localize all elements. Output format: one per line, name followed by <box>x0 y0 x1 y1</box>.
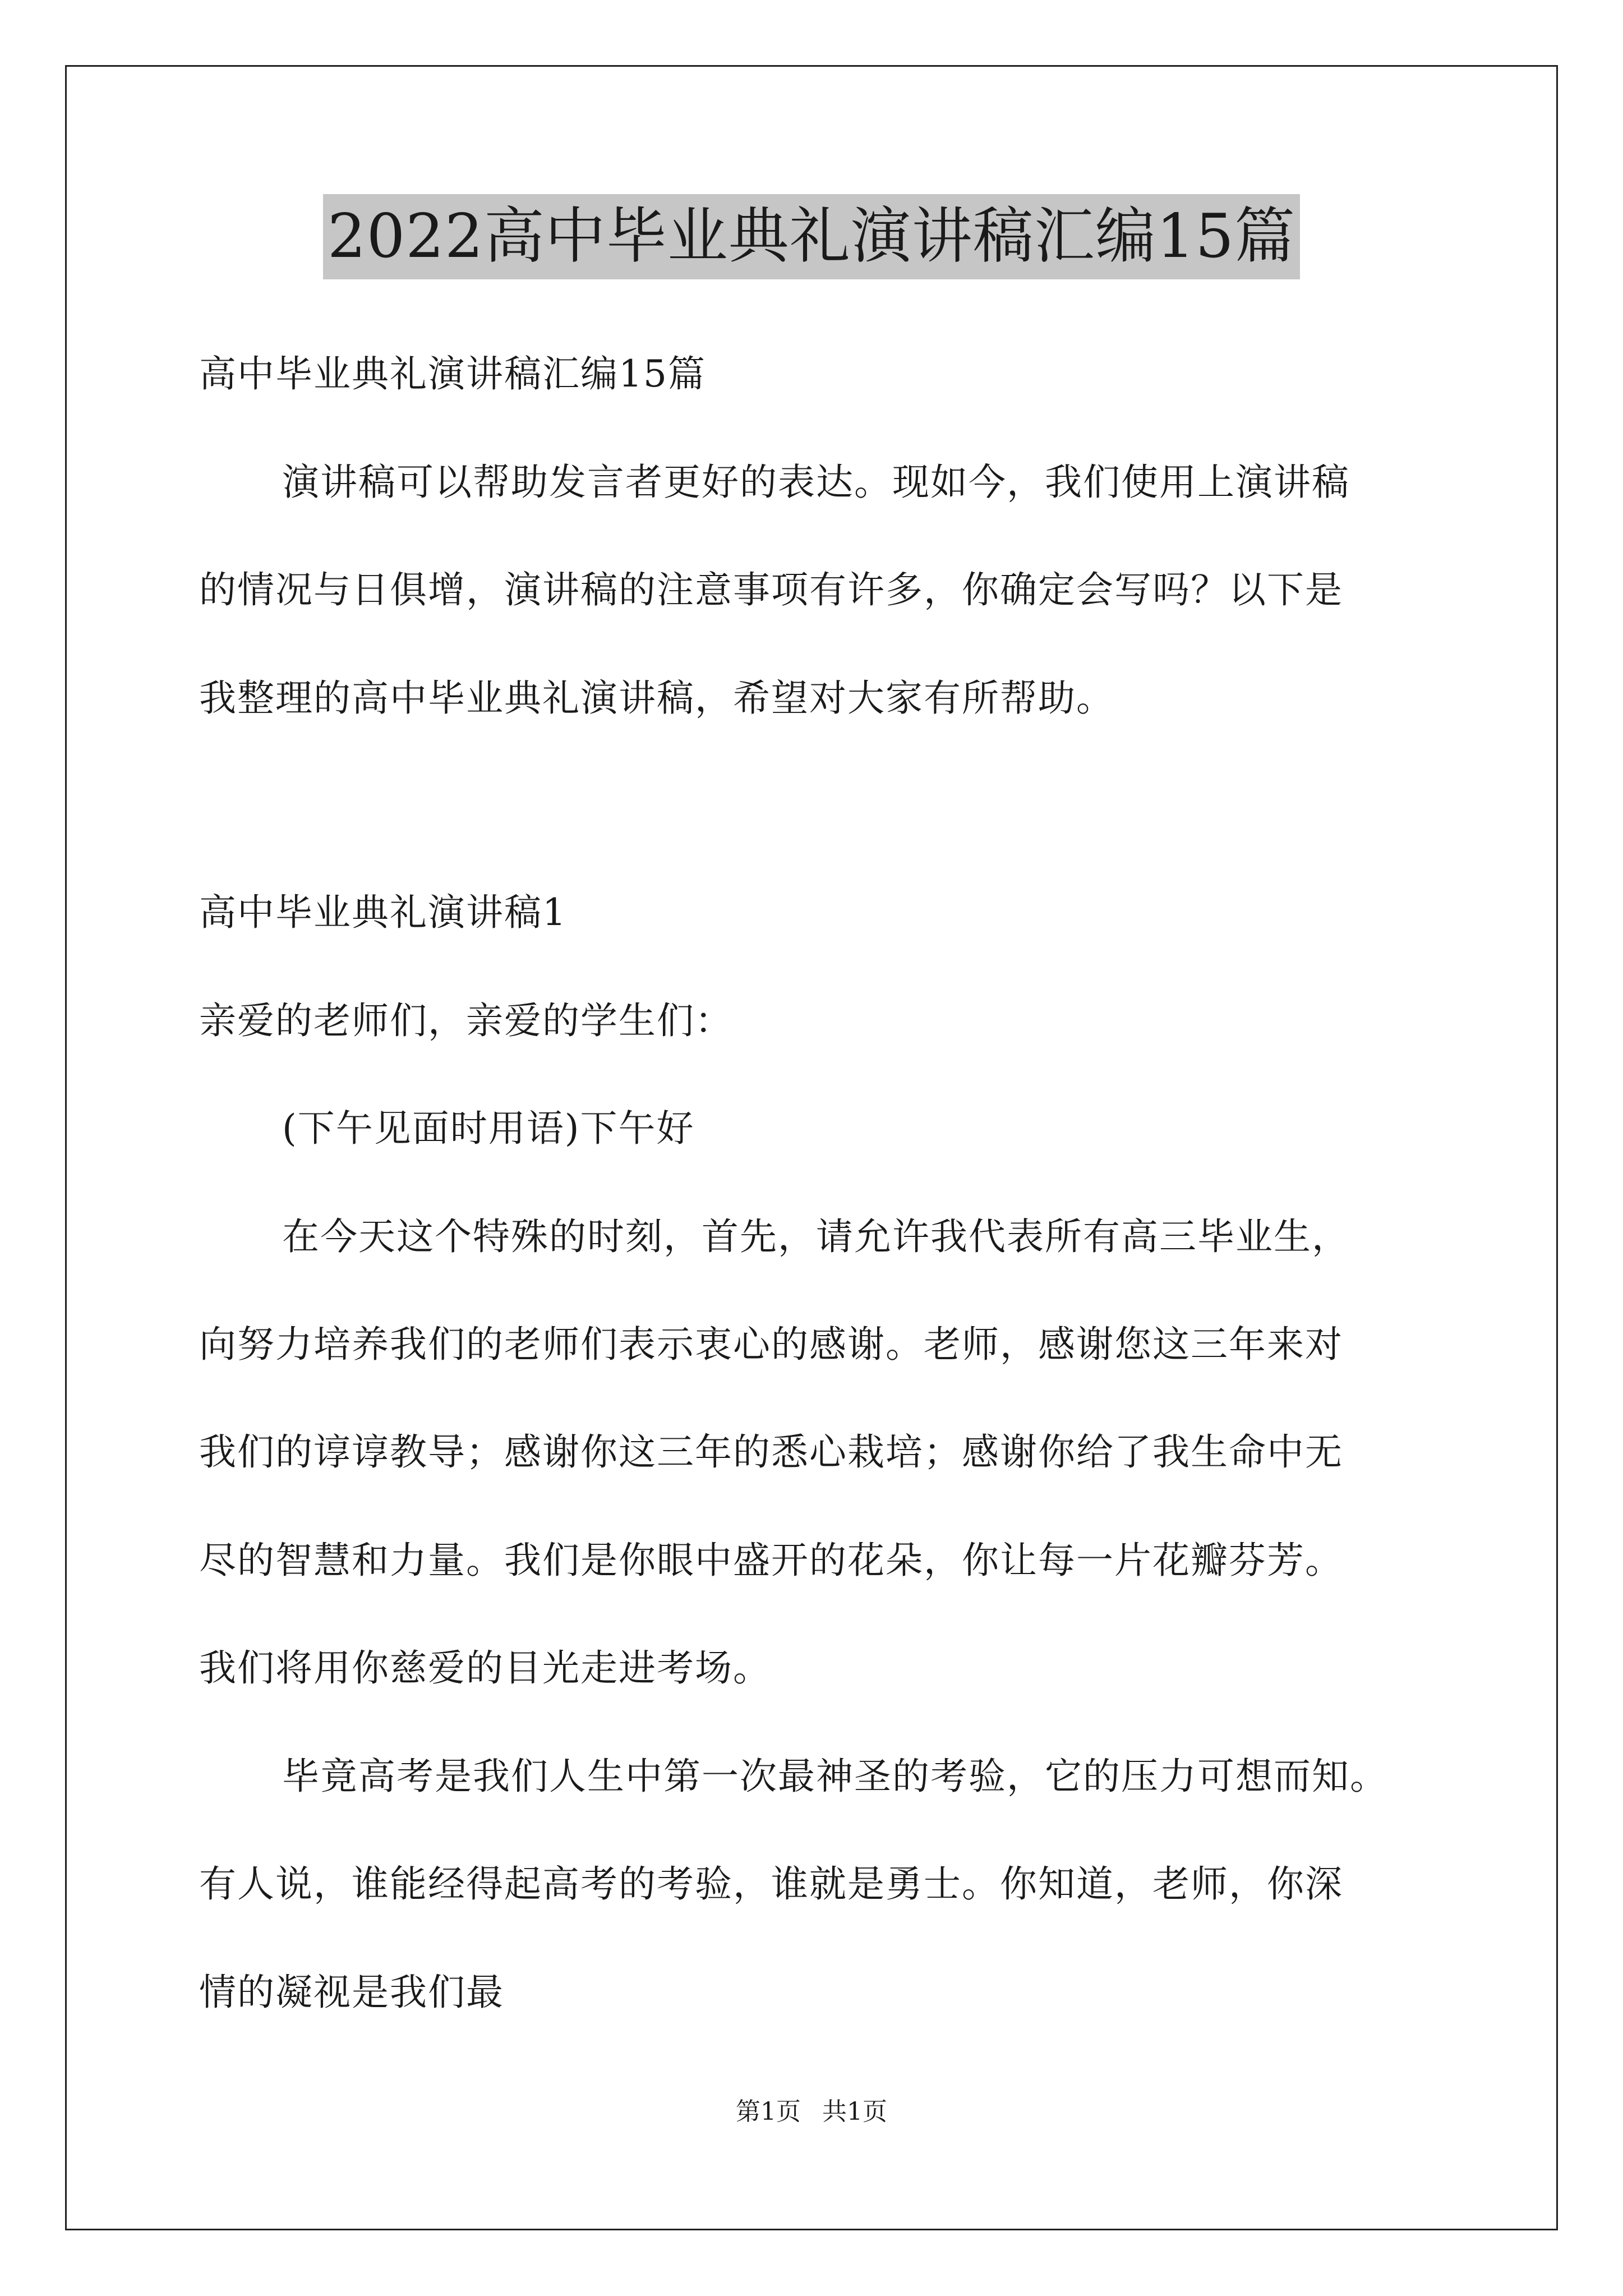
paragraph-line: 我们的谆谆教导；感谢你这三年的悉心栽培；感谢你给了我生命中无 <box>199 1430 1343 1474</box>
paragraph-line: 我整理的高中毕业典礼演讲稿，希望对大家有所帮助。 <box>199 677 1114 720</box>
paragraph-line: 向努力培养我们的老师们表示衷心的感谢。老师，感谢您这三年来对 <box>199 1323 1343 1366</box>
paragraph-line: 尽的智慧和力量。我们是你眼中盛开的花朵，你让每一片花瓣芬芳。 <box>199 1539 1343 1582</box>
page-number-current: 第1页 <box>736 2097 801 2126</box>
paragraph-line: 情的凝视是我们最 <box>199 1971 504 2014</box>
paragraph-line: 的情况与日俱增，演讲稿的注意事项有许多，你确定会写吗？以下是 <box>199 568 1343 611</box>
subtitle-line: 高中毕业典礼演讲稿汇编15篇 <box>199 352 706 395</box>
paragraph-line: 我们将用你慈爱的目光走进考场。 <box>199 1646 771 1690</box>
paragraph-line: 在今天这个特殊的时刻，首先，请允许我代表所有高三毕业生， <box>282 1215 1350 1258</box>
paragraph-line: 演讲稿可以帮助发言者更好的表达。现如今，我们使用上演讲稿 <box>282 461 1350 504</box>
section-heading: 高中毕业典礼演讲稿1 <box>199 891 567 934</box>
page-number-total: 共1页 <box>822 2097 887 2126</box>
paragraph-line: 毕竟高考是我们人生中第一次最神圣的考验，它的压力可想而知。 <box>282 1755 1388 1798</box>
salutation-line: 亲爱的老师们，亲爱的学生们： <box>199 999 733 1042</box>
document-title: 2022高中毕业典礼演讲稿汇编15篇 <box>323 194 1300 279</box>
title-container <box>0 194 1623 279</box>
page-footer <box>0 2095 1623 2129</box>
paragraph-line: (下午见面时用语)下午好 <box>282 1107 695 1150</box>
paragraph-line: 有人说，谁能经得起高考的考验，谁就是勇士。你知道，老师，你深 <box>199 1862 1343 1906</box>
